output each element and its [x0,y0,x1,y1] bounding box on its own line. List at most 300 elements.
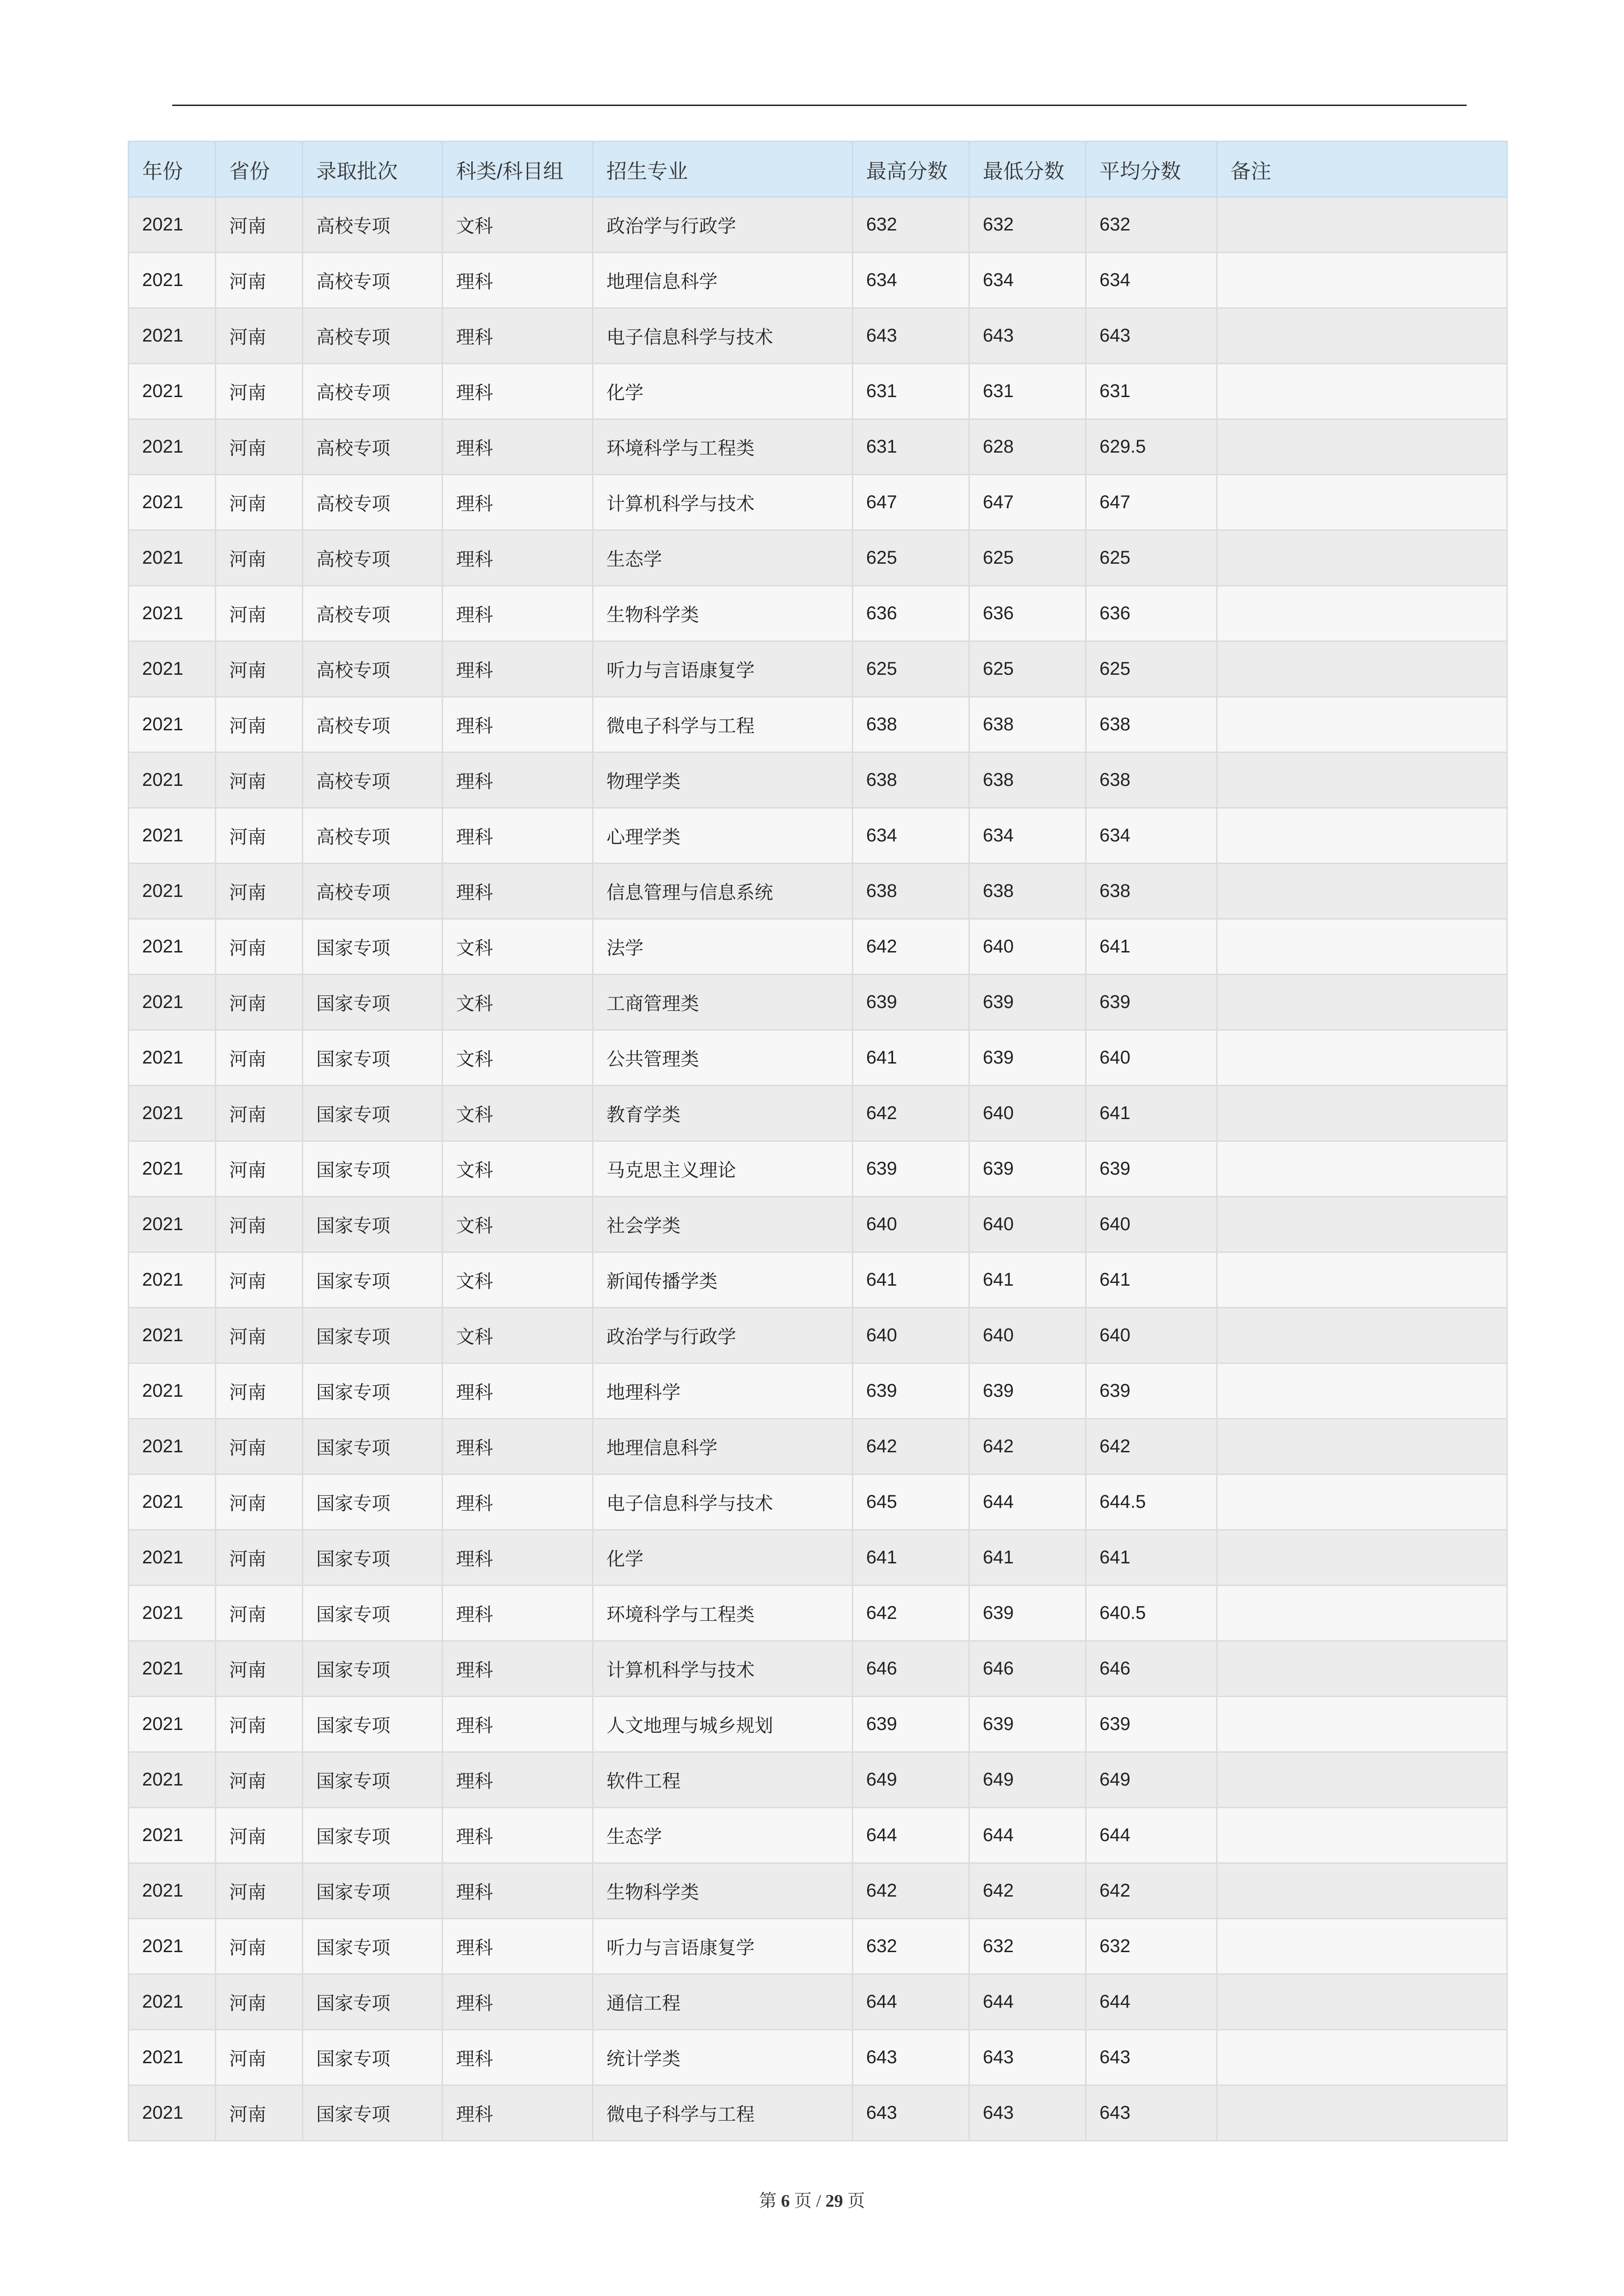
cell-major: 新闻传播学类 [593,1252,853,1308]
cell-remarks [1217,1475,1507,1530]
cell-subject-category: 理科 [443,2030,593,2085]
cell-year: 2021 [129,1974,216,2030]
cell-year: 2021 [129,530,216,586]
cell-year: 2021 [129,1863,216,1919]
cell-subject-category: 理科 [443,1808,593,1863]
cell-avg-score: 625 [1086,530,1217,586]
column-header-max-score: 最高分数 [853,142,969,197]
cell-year: 2021 [129,419,216,475]
cell-province: 河南 [216,419,303,475]
cell-avg-score: 632 [1086,1919,1217,1974]
cell-avg-score: 634 [1086,253,1217,308]
cell-major: 通信工程 [593,1974,853,2030]
table-header-row [129,142,1507,197]
cell-province: 河南 [216,475,303,530]
cell-min-score: 632 [969,1919,1086,1974]
cell-major: 人文地理与城乡规划 [593,1697,853,1752]
cell-major: 统计学类 [593,2030,853,2085]
cell-province: 河南 [216,530,303,586]
cell-remarks [1217,1919,1507,1974]
cell-subject-category: 理科 [443,1363,593,1419]
table-row [129,1419,1507,1475]
table-body [129,197,1507,2141]
cell-year: 2021 [129,1030,216,1086]
cell-subject-category: 文科 [443,1308,593,1363]
total-page-count: 29 [825,2191,843,2211]
table-row [129,1086,1507,1141]
cell-major: 软件工程 [593,1752,853,1808]
column-header-major: 招生专业 [593,142,853,197]
cell-major: 工商管理类 [593,975,853,1030]
cell-min-score: 643 [969,308,1086,364]
cell-batch: 高校专项 [303,753,443,808]
cell-max-score: 631 [853,364,969,419]
cell-subject-category: 文科 [443,197,593,253]
cell-batch: 国家专项 [303,1419,443,1475]
cell-min-score: 625 [969,530,1086,586]
table-row [129,1363,1507,1419]
cell-remarks [1217,919,1507,975]
cell-avg-score: 632 [1086,197,1217,253]
cell-min-score: 641 [969,1530,1086,1586]
cell-max-score: 640 [853,1197,969,1252]
cell-max-score: 643 [853,2030,969,2085]
cell-batch: 国家专项 [303,2030,443,2085]
cell-min-score: 643 [969,2030,1086,2085]
cell-min-score: 644 [969,1808,1086,1863]
cell-batch: 国家专项 [303,1530,443,1586]
cell-min-score: 628 [969,419,1086,475]
cell-major: 化学 [593,1530,853,1586]
cell-subject-category: 理科 [443,1863,593,1919]
cell-year: 2021 [129,1419,216,1475]
cell-year: 2021 [129,1530,216,1586]
cell-subject-category: 理科 [443,753,593,808]
column-header-avg-score: 平均分数 [1086,142,1217,197]
cell-year: 2021 [129,586,216,641]
cell-batch: 国家专项 [303,1641,443,1697]
footer-middle: 页 / [789,2191,826,2211]
cell-avg-score: 641 [1086,919,1217,975]
cell-batch: 高校专项 [303,364,443,419]
cell-remarks [1217,697,1507,753]
cell-remarks [1217,1030,1507,1086]
cell-max-score: 644 [853,1808,969,1863]
cell-remarks [1217,530,1507,586]
cell-remarks [1217,1308,1507,1363]
cell-batch: 国家专项 [303,2085,443,2141]
cell-max-score: 649 [853,1752,969,1808]
cell-batch: 高校专项 [303,419,443,475]
cell-batch: 高校专项 [303,475,443,530]
cell-max-score: 644 [853,1974,969,2030]
cell-max-score: 632 [853,197,969,253]
cell-major: 电子信息科学与技术 [593,308,853,364]
cell-max-score: 641 [853,1252,969,1308]
cell-province: 河南 [216,1086,303,1141]
table-row [129,530,1507,586]
table-row [129,864,1507,919]
cell-min-score: 625 [969,641,1086,697]
cell-subject-category: 理科 [443,419,593,475]
cell-remarks [1217,1974,1507,2030]
cell-remarks [1217,1752,1507,1808]
cell-batch: 国家专项 [303,1141,443,1197]
cell-province: 河南 [216,1308,303,1363]
table-row [129,1252,1507,1308]
cell-province: 河南 [216,1641,303,1697]
cell-remarks [1217,364,1507,419]
cell-max-score: 641 [853,1030,969,1086]
cell-batch: 国家专项 [303,1363,443,1419]
cell-province: 河南 [216,308,303,364]
cell-min-score: 639 [969,1363,1086,1419]
table-row [129,1641,1507,1697]
cell-remarks [1217,419,1507,475]
cell-avg-score: 640 [1086,1197,1217,1252]
table-row [129,919,1507,975]
cell-min-score: 640 [969,919,1086,975]
cell-max-score: 642 [853,1086,969,1141]
cell-remarks [1217,1808,1507,1863]
cell-avg-score: 640 [1086,1030,1217,1086]
cell-avg-score: 641 [1086,1086,1217,1141]
cell-year: 2021 [129,1308,216,1363]
cell-avg-score: 644 [1086,1974,1217,2030]
cell-min-score: 639 [969,1030,1086,1086]
cell-batch: 高校专项 [303,697,443,753]
cell-remarks [1217,1530,1507,1586]
cell-batch: 国家专项 [303,1863,443,1919]
cell-min-score: 642 [969,1863,1086,1919]
cell-avg-score: 647 [1086,475,1217,530]
cell-avg-score: 643 [1086,2085,1217,2141]
cell-major: 生态学 [593,1808,853,1863]
table-row [129,1697,1507,1752]
cell-year: 2021 [129,975,216,1030]
cell-year: 2021 [129,697,216,753]
cell-province: 河南 [216,1863,303,1919]
cell-max-score: 647 [853,475,969,530]
cell-avg-score: 644.5 [1086,1475,1217,1530]
cell-avg-score: 638 [1086,864,1217,919]
table-row [129,975,1507,1030]
cell-province: 河南 [216,1363,303,1419]
cell-batch: 国家专项 [303,1974,443,2030]
table-row [129,1530,1507,1586]
cell-subject-category: 文科 [443,1086,593,1141]
cell-subject-category: 文科 [443,919,593,975]
cell-year: 2021 [129,753,216,808]
table-row [129,2030,1507,2085]
cell-avg-score: 625 [1086,641,1217,697]
cell-major: 公共管理类 [593,1030,853,1086]
cell-year: 2021 [129,475,216,530]
cell-year: 2021 [129,2030,216,2085]
cell-province: 河南 [216,1752,303,1808]
cell-max-score: 639 [853,975,969,1030]
cell-batch: 国家专项 [303,1308,443,1363]
cell-subject-category: 理科 [443,1974,593,2030]
cell-min-score: 649 [969,1752,1086,1808]
cell-subject-category: 文科 [443,975,593,1030]
cell-max-score: 632 [853,1919,969,1974]
table-row [129,808,1507,864]
cell-avg-score: 639 [1086,1363,1217,1419]
cell-province: 河南 [216,753,303,808]
cell-province: 河南 [216,1475,303,1530]
cell-batch: 国家专项 [303,1919,443,1974]
cell-remarks [1217,2085,1507,2141]
cell-subject-category: 理科 [443,1919,593,1974]
cell-province: 河南 [216,1141,303,1197]
table-row [129,308,1507,364]
cell-major: 生物科学类 [593,1863,853,1919]
cell-avg-score: 643 [1086,308,1217,364]
cell-batch: 高校专项 [303,641,443,697]
cell-remarks [1217,1697,1507,1752]
cell-max-score: 645 [853,1475,969,1530]
cell-remarks [1217,197,1507,253]
cell-province: 河南 [216,864,303,919]
cell-year: 2021 [129,1252,216,1308]
cell-avg-score: 638 [1086,697,1217,753]
cell-max-score: 639 [853,1141,969,1197]
cell-year: 2021 [129,1363,216,1419]
cell-min-score: 641 [969,1252,1086,1308]
table-row [129,1863,1507,1919]
table-row [129,697,1507,753]
cell-subject-category: 文科 [443,1030,593,1086]
cell-remarks [1217,641,1507,697]
cell-subject-category: 理科 [443,1641,593,1697]
column-header-min-score: 最低分数 [969,142,1086,197]
cell-subject-category: 理科 [443,586,593,641]
cell-major: 信息管理与信息系统 [593,864,853,919]
cell-min-score: 647 [969,475,1086,530]
cell-subject-category: 理科 [443,364,593,419]
cell-major: 法学 [593,919,853,975]
table-row [129,1586,1507,1641]
cell-remarks [1217,1141,1507,1197]
cell-province: 河南 [216,1530,303,1586]
cell-remarks [1217,1641,1507,1697]
cell-year: 2021 [129,919,216,975]
cell-year: 2021 [129,641,216,697]
cell-subject-category: 理科 [443,1586,593,1641]
cell-year: 2021 [129,1141,216,1197]
cell-batch: 国家专项 [303,1808,443,1863]
cell-batch: 高校专项 [303,253,443,308]
cell-major: 微电子科学与工程 [593,2085,853,2141]
cell-max-score: 625 [853,641,969,697]
cell-province: 河南 [216,1030,303,1086]
cell-province: 河南 [216,253,303,308]
cell-subject-category: 文科 [443,1197,593,1252]
table-row [129,641,1507,697]
cell-major: 生物科学类 [593,586,853,641]
table-row [129,475,1507,530]
cell-min-score: 639 [969,1586,1086,1641]
table-row [129,1475,1507,1530]
current-page-number: 6 [781,2191,790,2211]
table-row [129,419,1507,475]
cell-avg-score: 639 [1086,1697,1217,1752]
cell-avg-score: 646 [1086,1641,1217,1697]
cell-max-score: 636 [853,586,969,641]
cell-subject-category: 理科 [443,1530,593,1586]
cell-avg-score: 642 [1086,1419,1217,1475]
cell-remarks [1217,586,1507,641]
cell-major: 计算机科学与技术 [593,1641,853,1697]
cell-min-score: 644 [969,1974,1086,2030]
cell-major: 微电子科学与工程 [593,697,853,753]
cell-min-score: 639 [969,1141,1086,1197]
cell-major: 化学 [593,364,853,419]
cell-avg-score: 636 [1086,586,1217,641]
cell-batch: 国家专项 [303,1030,443,1086]
cell-batch: 高校专项 [303,197,443,253]
cell-min-score: 642 [969,1419,1086,1475]
cell-year: 2021 [129,1086,216,1141]
cell-major: 政治学与行政学 [593,197,853,253]
cell-year: 2021 [129,197,216,253]
cell-remarks [1217,864,1507,919]
cell-avg-score: 643 [1086,2030,1217,2085]
cell-major: 环境科学与工程类 [593,1586,853,1641]
column-header-batch: 录取批次 [303,142,443,197]
table-row [129,586,1507,641]
cell-subject-category: 理科 [443,697,593,753]
cell-major: 物理学类 [593,753,853,808]
cell-max-score: 642 [853,1419,969,1475]
cell-batch: 国家专项 [303,1252,443,1308]
cell-batch: 国家专项 [303,919,443,975]
table-row [129,1030,1507,1086]
cell-min-score: 636 [969,586,1086,641]
cell-remarks [1217,2030,1507,2085]
cell-batch: 高校专项 [303,864,443,919]
cell-avg-score: 644 [1086,1808,1217,1863]
cell-avg-score: 639 [1086,1141,1217,1197]
cell-max-score: 634 [853,253,969,308]
cell-province: 河南 [216,808,303,864]
cell-remarks [1217,308,1507,364]
cell-max-score: 639 [853,1697,969,1752]
cell-subject-category: 理科 [443,864,593,919]
cell-avg-score: 640 [1086,1308,1217,1363]
cell-avg-score: 640.5 [1086,1586,1217,1641]
table-row [129,197,1507,253]
cell-year: 2021 [129,864,216,919]
cell-batch: 国家专项 [303,1475,443,1530]
cell-batch: 国家专项 [303,1752,443,1808]
table-row [129,1197,1507,1252]
table-row [129,1919,1507,1974]
cell-batch: 高校专项 [303,530,443,586]
cell-max-score: 638 [853,697,969,753]
cell-batch: 国家专项 [303,1697,443,1752]
table-row [129,1808,1507,1863]
cell-year: 2021 [129,1197,216,1252]
cell-remarks [1217,1363,1507,1419]
table-row [129,1141,1507,1197]
cell-avg-score: 642 [1086,1863,1217,1919]
cell-min-score: 634 [969,808,1086,864]
cell-max-score: 640 [853,1308,969,1363]
column-header-province: 省份 [216,142,303,197]
cell-subject-category: 理科 [443,641,593,697]
cell-year: 2021 [129,308,216,364]
cell-max-score: 625 [853,530,969,586]
table-row [129,1974,1507,2030]
cell-province: 河南 [216,1974,303,2030]
cell-max-score: 638 [853,753,969,808]
cell-max-score: 643 [853,2085,969,2141]
cell-max-score: 639 [853,1363,969,1419]
cell-major: 地理信息科学 [593,253,853,308]
cell-major: 听力与言语康复学 [593,1919,853,1974]
cell-province: 河南 [216,1197,303,1252]
cell-max-score: 641 [853,1530,969,1586]
cell-subject-category: 理科 [443,530,593,586]
cell-remarks [1217,1863,1507,1919]
cell-major: 地理科学 [593,1363,853,1419]
cell-remarks [1217,253,1507,308]
cell-subject-category: 理科 [443,308,593,364]
table-row [129,253,1507,308]
cell-year: 2021 [129,1919,216,1974]
cell-year: 2021 [129,1752,216,1808]
cell-subject-category: 理科 [443,1419,593,1475]
cell-major: 电子信息科学与技术 [593,1475,853,1530]
column-header-remarks: 备注 [1217,142,1507,197]
cell-province: 河南 [216,197,303,253]
cell-remarks [1217,1586,1507,1641]
cell-remarks [1217,1086,1507,1141]
cell-avg-score: 629.5 [1086,419,1217,475]
cell-subject-category: 理科 [443,1697,593,1752]
cell-province: 河南 [216,586,303,641]
cell-province: 河南 [216,1586,303,1641]
cell-year: 2021 [129,1475,216,1530]
cell-year: 2021 [129,364,216,419]
cell-year: 2021 [129,1697,216,1752]
cell-remarks [1217,753,1507,808]
cell-province: 河南 [216,1252,303,1308]
cell-min-score: 639 [969,1697,1086,1752]
cell-avg-score: 649 [1086,1752,1217,1808]
cell-min-score: 644 [969,1475,1086,1530]
cell-province: 河南 [216,364,303,419]
cell-subject-category: 理科 [443,2085,593,2141]
cell-max-score: 631 [853,419,969,475]
cell-major: 教育学类 [593,1086,853,1141]
cell-min-score: 638 [969,697,1086,753]
cell-province: 河南 [216,975,303,1030]
cell-min-score: 646 [969,1641,1086,1697]
cell-batch: 国家专项 [303,1197,443,1252]
cell-year: 2021 [129,1808,216,1863]
cell-year: 2021 [129,2085,216,2141]
cell-min-score: 638 [969,753,1086,808]
cell-batch: 国家专项 [303,1086,443,1141]
cell-avg-score: 631 [1086,364,1217,419]
cell-province: 河南 [216,1808,303,1863]
cell-remarks [1217,1252,1507,1308]
cell-min-score: 640 [969,1197,1086,1252]
cell-subject-category: 文科 [443,1141,593,1197]
